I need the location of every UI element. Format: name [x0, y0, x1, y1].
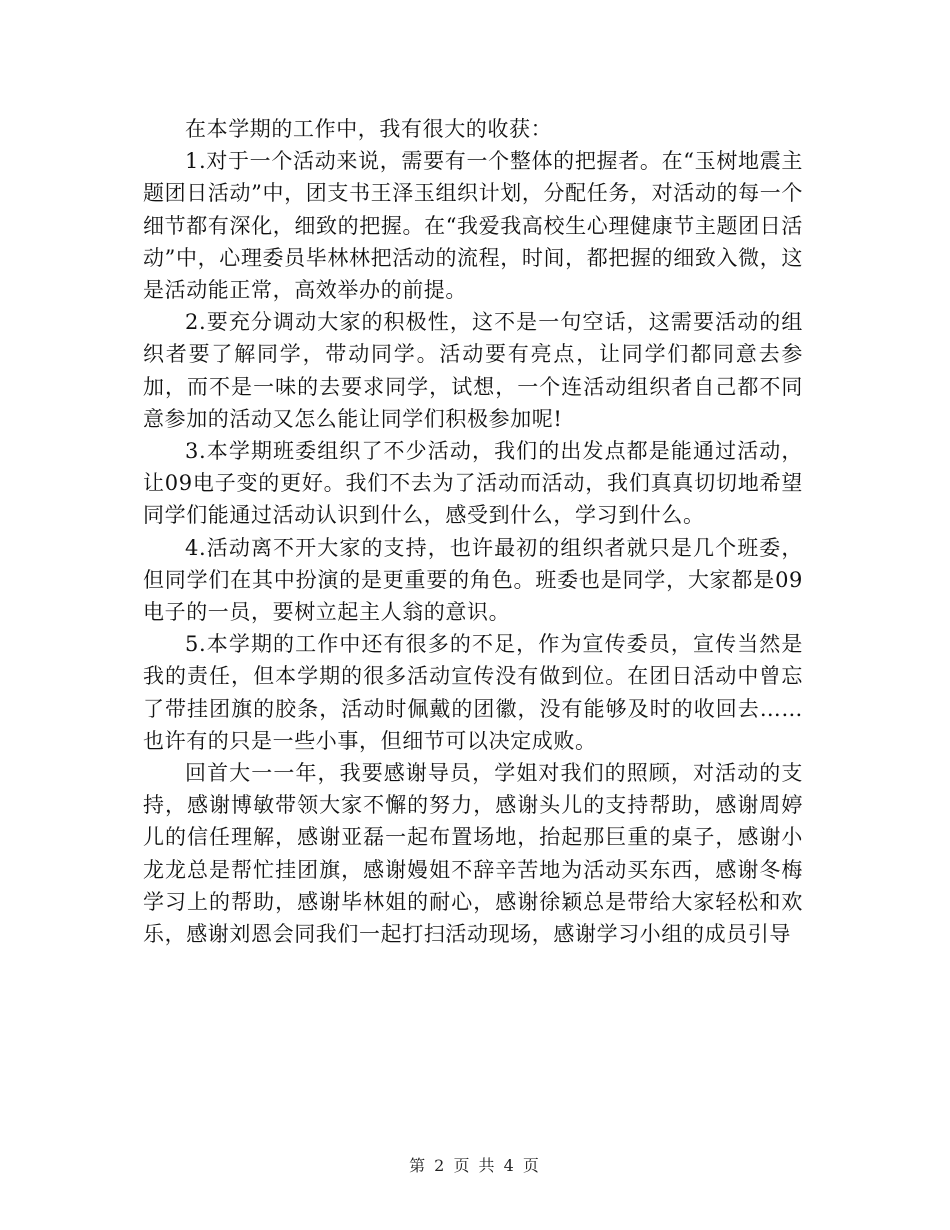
paragraph-point-3: 3.本学期班委组织了不少活动，我们的出发点都是能通过活动，让09电子变的更好。我们不去为了活动而活动，我们真真切切地希望同学们能通过活动认识到什么，感受到什么，学习到什么。	[143, 439, 803, 528]
paragraph-point-1: 1.对于一个活动来说，需要有一个整体的把握者。在“玉树地震主题团日活动”中，团支书王泽玉组织计划，分配任务，对活动的每一个细节都有深化，细致的把握。在“我爱我高校生心理健康节主题团日活动”中，心理委员毕林林把活动的流程，时间，都把握的细致入微，这是活动能正常，高效举办的前提。	[143, 149, 803, 303]
paragraph-point-5: 5.本学期的工作中还有很多的不足，作为宣传委员，宣传当然是我的责任，但本学期的很多活动宣传没有做到位。在团日活动中曾忘了带挂团旗的胶条，活动时佩戴的团徽，没有能够及时的收回去……也许有的只是一些小事，但细节可以决定成败。	[143, 632, 803, 753]
paragraph-point-2: 2.要充分调动大家的积极性，这不是一句空话，这需要活动的组织者要了解同学，带动同学。活动要有亮点，让同学们都同意去参加，而不是一味的去要求同学，试想，一个连活动组织者自己都不同意参加的活动又怎么能让同学们积极参加呢!	[143, 310, 803, 431]
page-footer	[0, 1153, 950, 1176]
paragraph-thanks: 回首大一一年，我要感谢导员，学姐对我们的照顾，对活动的支持，感谢博敏带领大家不懈的努力，感谢头儿的支持帮助，感谢周婷儿的信任理解，感谢亚磊一起布置场地，抬起那巨重的桌子，感谢小龙龙总是帮忙挂团旗，感谢嫚姐不辞辛苦地为活动买东西，感谢冬梅学习上的帮助，感谢毕林姐的耐心，感谢徐颖总是带给大家轻松和欢乐，感谢刘恩会同我们一起打扫活动现场，感谢学习小组的成员引导	[143, 761, 803, 947]
paragraph-point-4: 4.活动离不开大家的支持，也许最初的组织者就只是几个班委，但同学们在其中扮演的是更重要的角色。班委也是同学，大家都是09电子的一员，要树立起主人翁的意识。	[143, 535, 803, 625]
document-body	[143, 113, 803, 950]
page-number-label: 第 2 页 共 4 页	[409, 1156, 541, 1175]
paragraph-intro: 在本学期的工作中，我有很大的收获：	[185, 117, 553, 141]
